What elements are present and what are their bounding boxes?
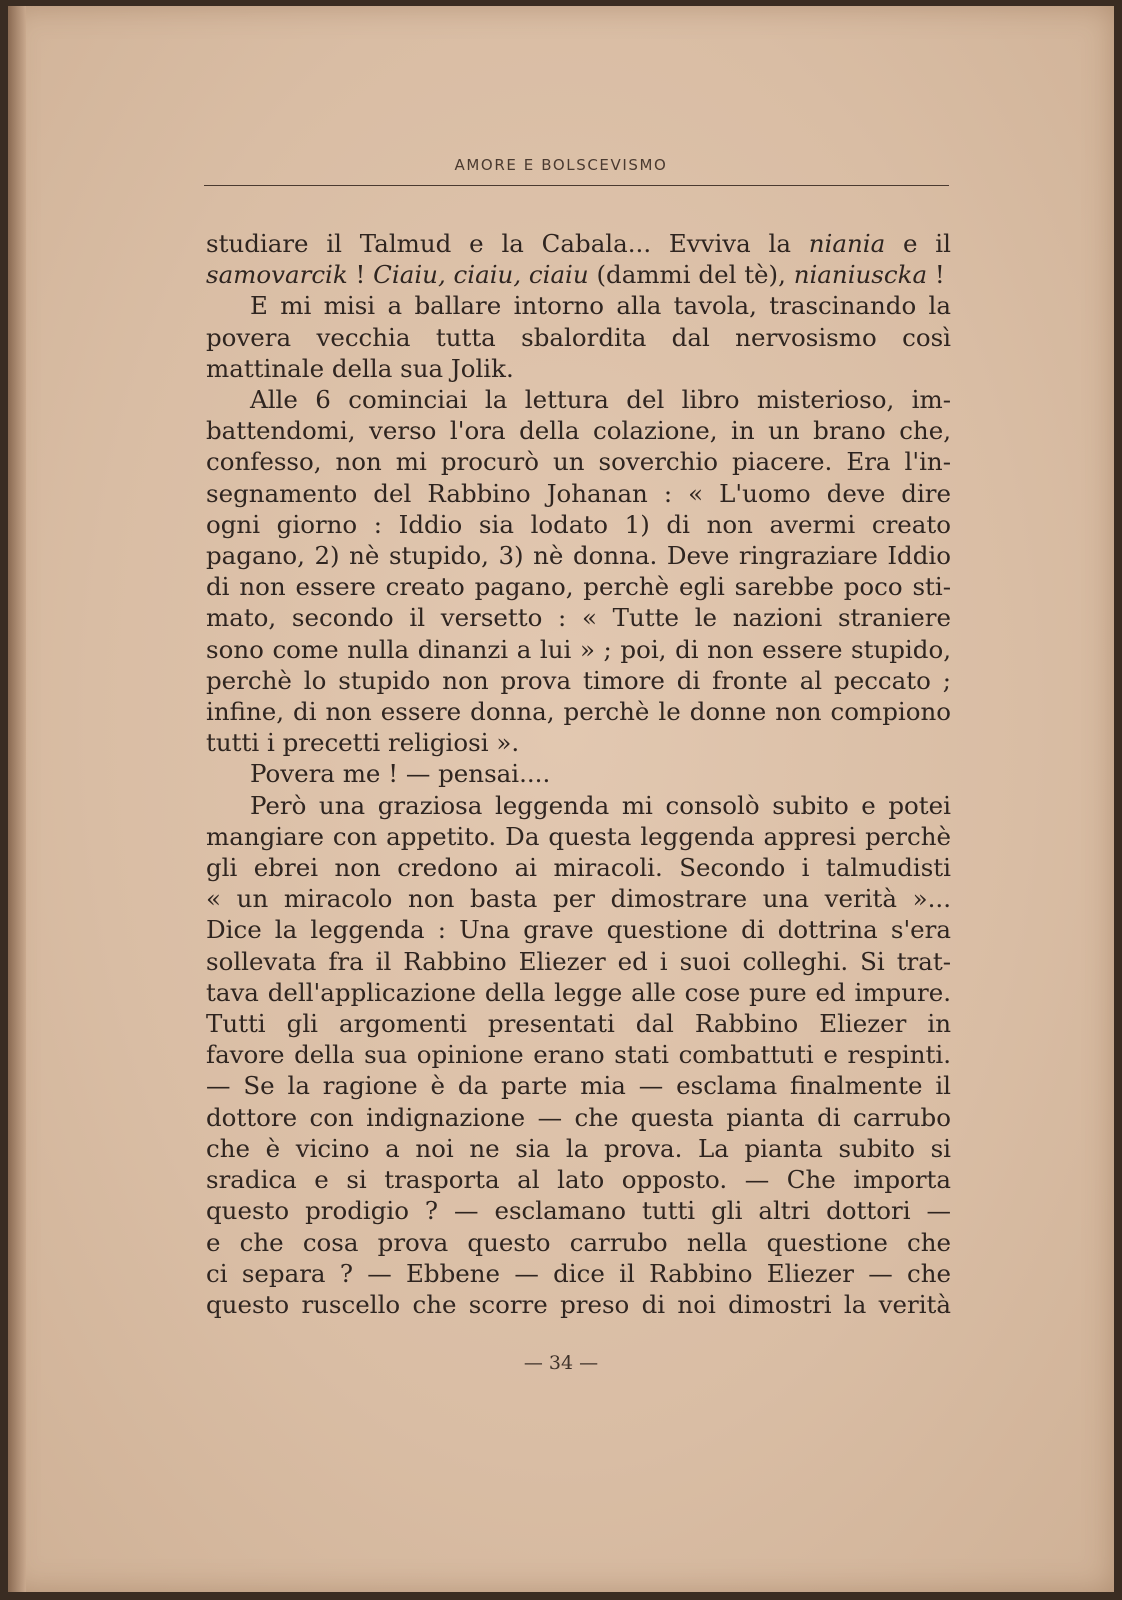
text-line: perchè lo stupido non prova timore di fronte al peccato ;: [206, 665, 951, 695]
body-text: [206, 228, 951, 1320]
text-line: infine, di non essere donna, perchè le donne non compiono: [206, 697, 951, 727]
text-line: dottore con indignazione — che questa pianta di carrubo: [206, 1102, 951, 1132]
running-head: AMORE E BOLSCEVISMO: [454, 156, 668, 174]
text-line: sollevata fra il Rabbino Eliezer ed i suoi colleghi. Si trat-: [206, 946, 951, 976]
text-line: mangiare con appetito. Da questa leggenda appresi perchè: [206, 821, 951, 851]
text-line: Dice la leggenda : Una grave questione di dottrina s'era: [206, 915, 951, 945]
header-rule: [204, 185, 949, 186]
text-line: questo prodigio ? — esclamano tutti gli altri dottori —: [206, 1196, 951, 1226]
text-line: confesso, non mi procurò un soverchio piacere. Era l'in-: [206, 447, 951, 477]
text-line: studiare il Talmud e la Cabala... Evviva la niania e il: [206, 229, 951, 258]
text-line: Alle 6 cominciai la lettura del libro misterioso, im-: [250, 385, 951, 415]
text-line: tava dell'applicazione della legge alle cose pure ed impure.: [206, 977, 951, 1007]
book-page: [8, 6, 1114, 1592]
text-line: mattinale della sua Jolik.: [206, 353, 514, 383]
text-line: di non essere creato pagano, perchè egli sarebbe poco sti-: [206, 572, 951, 602]
text-line: tutti i precetti religiosi ».: [206, 728, 520, 758]
text-line: battendomi, verso l'ora della colazione, in un brano che,: [206, 416, 951, 446]
text-line: — Se la ragione è da parte mia — esclama finalmente il: [206, 1071, 951, 1101]
text-line: questo ruscello che scorre preso di noi dimostri la verità: [206, 1289, 951, 1319]
text-line: che è vicino a noi ne sia la prova. La pianta subito si: [206, 1133, 951, 1163]
text-line: « un miracolo non basta per dimostrare una verità »...: [206, 884, 951, 914]
text-line: Tutti gli argomenti presentati dal Rabbino Eliezer in: [206, 1009, 951, 1039]
text-line: mato, secondo il versetto : « Tutte le nazioni straniere: [206, 603, 951, 633]
text-line: segnamento del Rabbino Johanan : « L'uomo deve dire: [206, 478, 951, 508]
text-line: favore della sua opinione erano stati combattuti e respinti.: [206, 1040, 951, 1070]
text-line: sradica e si trasporta al lato opposto. — Che importa: [206, 1165, 951, 1195]
text-line: Povera me ! — pensai....: [250, 759, 551, 789]
text-line: pagano, 2) nè stupido, 3) nè donna. Deve ringraziare Iddio: [206, 541, 951, 571]
text-line: ogni giorno : Iddio sia lodato 1) di non avermi creato: [206, 509, 951, 539]
text-line: ci separa ? — Ebbene — dice il Rabbino Eliezer — che: [206, 1258, 951, 1288]
text-line: povera vecchia tutta sbalordita dal nervosismo così: [206, 322, 951, 352]
text-line: e che cosa prova questo carrubo nella questione che: [206, 1227, 951, 1257]
text-line: E mi misi a ballare intorno alla tavola, trascinando la: [250, 291, 951, 321]
text-line: samovarcik ! Ciaiu, ciaiu, ciaiu (dammi del tè), nianiuscka !: [206, 260, 945, 290]
text-line: gli ebrei non credono ai miracoli. Secondo i talmudisti: [206, 853, 951, 883]
page-number: — 34 —: [523, 1352, 599, 1374]
text-line: Però una graziosa leggenda mi consolò subito e potei: [250, 790, 951, 820]
text-line: sono come nulla dinanzi a lui » ; poi, di non essere stupido,: [206, 634, 951, 664]
